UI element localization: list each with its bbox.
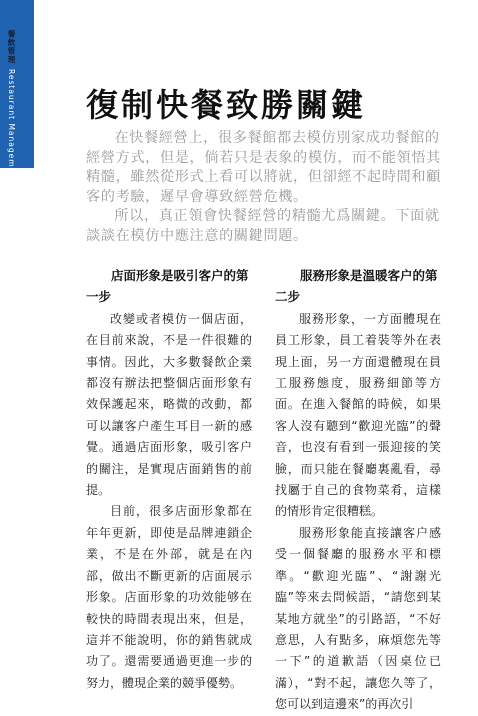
- section-heading: 店面形象是吸引客户的第一步: [86, 268, 249, 305]
- left-column: [86, 265, 252, 694]
- right-column: [275, 265, 441, 716]
- article-intro: [86, 129, 452, 247]
- section-label-en: Restaurant Management: [7, 69, 16, 184]
- article-title: 復制快餐致勝關鍵: [86, 86, 367, 124]
- body-paragraph: 服務形象能直接讓客户感受一個餐廳的服務水平和標準。“歡迎光臨”、“謝謝光臨”等來去問候語，“請您到某某地方就坐”的引路語，“不好意思，人有點多，麻煩您先等一下”的道歉語（因桌位已滿），“對不起，讓您久等了，您可以到這邊來”的再次引: [275, 525, 441, 712]
- body-paragraph: 改變或者模仿一個店面，在目前來說，不是一件很難的事情。因此，大多數餐飲企業都沒有辦法把整個店面形象有效保護起來，略微的改動，都可以讓客户產生耳目一新的感覺。通過店面形象，吸引客户的關注，是實現店面銷售的前提。: [86, 311, 252, 498]
- section-label: [6, 30, 17, 183]
- section-label-cn: 餐飲管理: [7, 30, 16, 64]
- body-paragraph: 服務形象，一方面體現在員工形象，員工着裝等外在表現上面，另一方面還體現在員工服務態度，服務細節等方面。在進入餐館的時候，如果客人沒有聽到“歡迎光臨”的聲音，也沒有看到一張迎接的笑臉，而只能在餐廳裏亂看，尋找屬于自己的食物菜肴，這樣的情形肯定很糟糕。: [275, 311, 441, 519]
- section-heading: 服務形象是溫暖客户的第二步: [275, 268, 438, 305]
- body-paragraph: 目前，很多店面形象都在年年更新，即使是品牌連鎖企業，不是在外部，就是在內部，做出不斷更新的店面展示形象。店面形象的功效能够在較快的時間表現出來，但是，這并不能說明，你的銷售就成功了。還需要通過更進一步的努力，體現企業的競爭優勢。: [86, 504, 252, 690]
- intro-paragraph: 在快餐經營上，很多餐館都去模仿別家成功餐館的經營方式，但是，倘若只是表象的模仿，而不能領悟其精髓，雖然從形式上看可以將就，但卻經不起時間和顧客的考驗，遲早會導致經營危機。: [86, 130, 441, 205]
- intro-paragraph: 所以，真正領會快餐經營的精髓尤爲關鍵。下面就談談在模仿中應注意的關鍵問題。: [86, 208, 440, 244]
